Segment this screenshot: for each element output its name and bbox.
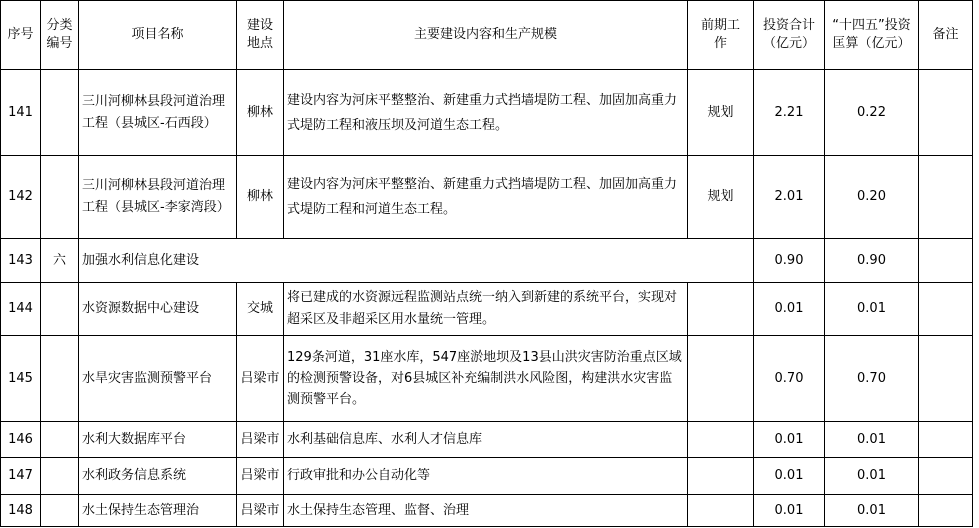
row-content: 行政审批和办公自动化等 [284,458,688,495]
row-location: 吕梁市 [237,495,284,527]
row-category: 六 [41,239,79,283]
header-row [1,1,973,70]
row-seq: 142 [1,156,41,239]
row-project-name: 水土保持生态管理治 [79,495,237,527]
row-category [41,336,79,422]
row-remark [919,495,973,527]
row-category [41,422,79,458]
row-seq: 144 [1,283,41,336]
header-prelim: 前期工作 [688,1,754,70]
header-project-name: 项目名称 [79,1,237,70]
row-prelim [688,495,754,527]
row-prelim [688,458,754,495]
row-prelim [688,283,754,336]
header-plan14: “十四五”投资匡算（亿元） [825,1,919,70]
table-row [1,422,973,458]
row-location: 交城 [237,283,284,336]
row-prelim: 规划 [688,156,754,239]
row-plan14: 0.22 [825,70,919,156]
row-content: 水利基础信息库、水利人才信息库 [284,422,688,458]
header-location: 建设地点 [237,1,284,70]
row-content: 将已建成的水资源远程监测站点统一纳入到新建的系统平台，实现对超采区及非超采区用水量统一管理。 [284,283,688,336]
row-total-invest: 0.90 [754,239,825,283]
row-seq: 145 [1,336,41,422]
row-category [41,70,79,156]
row-category [41,495,79,527]
row-category [41,156,79,239]
row-seq: 141 [1,70,41,156]
row-project-name: 水利大数据库平台 [79,422,237,458]
row-remark [919,283,973,336]
row-category [41,283,79,336]
row-project-name: 三川河柳林县段河道治理工程（县城区-石西段） [79,70,237,156]
row-location: 柳林 [237,70,284,156]
row-location: 柳林 [237,156,284,239]
row-plan14: 0.70 [825,336,919,422]
header-seq: 序号 [1,1,41,70]
row-total-invest: 0.01 [754,458,825,495]
row-section-title: 加强水利信息化建设 [79,239,754,283]
row-plan14: 0.90 [825,239,919,283]
row-location: 吕梁市 [237,422,284,458]
header-content: 主要建设内容和生产规模 [284,1,688,70]
row-seq: 147 [1,458,41,495]
row-total-invest: 0.70 [754,336,825,422]
row-content: 建设内容为河床平整整治、新建重力式挡墙堤防工程、加固加高重力式堤防工程和液压坝及河道生态工程。 [284,70,688,156]
table-row [1,70,973,156]
header-remark: 备注 [919,1,973,70]
row-project-name: 水旱灾害监测预警平台 [79,336,237,422]
row-project-name: 三川河柳林县段河道治理工程（县城区-李家湾段） [79,156,237,239]
row-plan14: 0.01 [825,283,919,336]
row-seq: 146 [1,422,41,458]
row-plan14: 0.01 [825,422,919,458]
row-total-invest: 0.01 [754,495,825,527]
row-remark [919,336,973,422]
row-total-invest: 2.21 [754,70,825,156]
row-remark [919,422,973,458]
row-prelim: 规划 [688,70,754,156]
row-remark [919,70,973,156]
row-remark [919,458,973,495]
row-seq: 148 [1,495,41,527]
table-row [1,495,973,527]
row-plan14: 0.01 [825,458,919,495]
row-plan14: 0.20 [825,156,919,239]
table-row [1,156,973,239]
row-location: 吕梁市 [237,458,284,495]
header-total-invest: 投资合计（亿元） [754,1,825,70]
row-seq: 143 [1,239,41,283]
table-row-section [1,239,973,283]
row-content: 129条河道，31座水库，547座淤地坝及13县山洪灾害防治重点区域的检测预警设备，对6县城区补充编制洪水风险图，构建洪水灾害监测预警平台。 [284,336,688,422]
row-category [41,458,79,495]
table-row [1,283,973,336]
row-project-name: 水利政务信息系统 [79,458,237,495]
row-total-invest: 2.01 [754,156,825,239]
row-remark [919,156,973,239]
table-row [1,336,973,422]
row-project-name: 水资源数据中心建设 [79,283,237,336]
row-content: 水土保持生态管理、监督、治理 [284,495,688,527]
row-total-invest: 0.01 [754,283,825,336]
row-content: 建设内容为河床平整整治、新建重力式挡墙堤防工程、加固加高重力式堤防工程和河道生态工程。 [284,156,688,239]
row-prelim [688,336,754,422]
row-plan14: 0.01 [825,495,919,527]
row-prelim [688,422,754,458]
row-remark [919,239,973,283]
table-row [1,458,973,495]
row-location: 吕梁市 [237,336,284,422]
header-category: 分类编号 [41,1,79,70]
row-total-invest: 0.01 [754,422,825,458]
